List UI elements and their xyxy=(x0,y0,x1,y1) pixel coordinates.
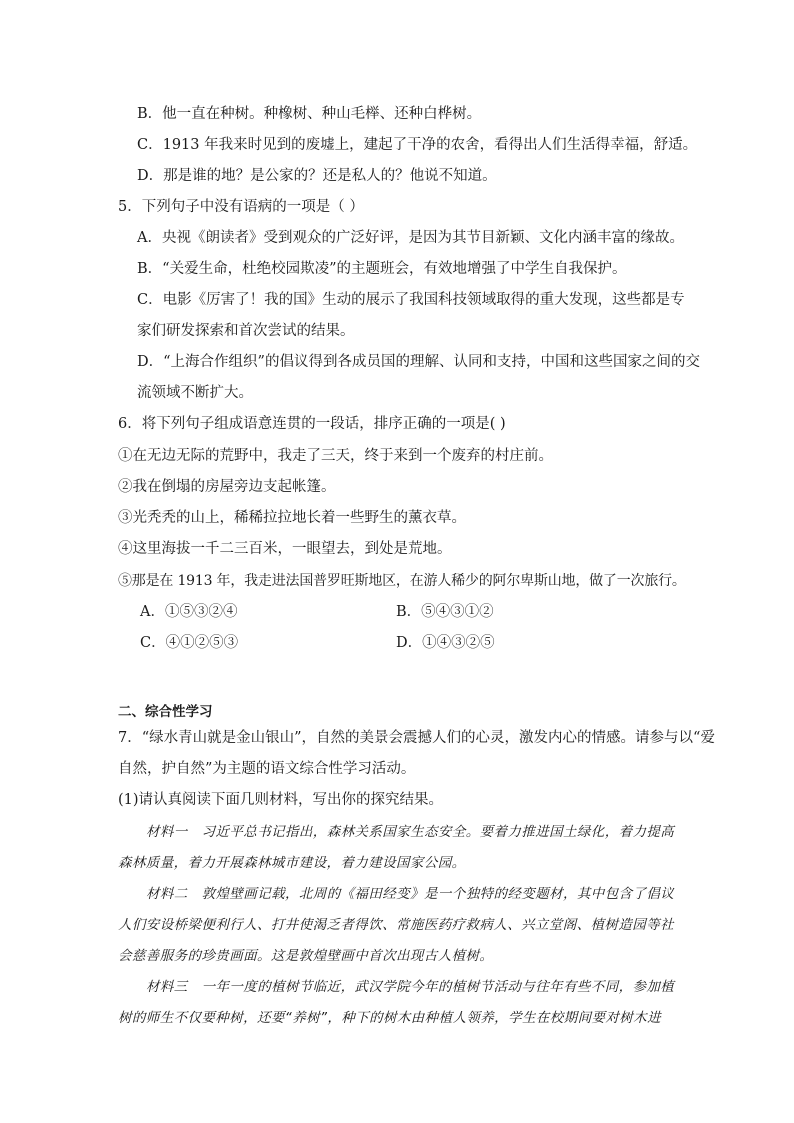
q6-option-b: B．⑤④③①② xyxy=(396,604,494,620)
q4-option-c: C．1913 年我来时见到的废墟上，建起了干净的农舍，看得出人们生活得幸福，舒适。 xyxy=(137,137,698,153)
q6-stem: 6．将下列句子组成语意连贯的一段话，排序正确的一项是( ) xyxy=(118,416,506,432)
q6-sentence-5: ⑤那是在 1913 年，我走进法国普罗旺斯地区，在游人稀少的阿尔卑斯山地，做了一次旅行。 xyxy=(118,573,686,589)
q5-option-c-line1: C．电影《厉害了！我的国》生动的展示了我国科技领域取得的重大发现，这些都是专 xyxy=(137,292,685,308)
q6-sentence-1: ①在无边无际的荒野中，我走了三天，终于来到一个废弃的村庄前。 xyxy=(118,448,553,464)
q4-option-b: B．他一直在种树。种橡树、种山毛榉、还种白桦树。 xyxy=(137,106,482,122)
q5-option-d-line1: D．“上海合作组织”的倡议得到各成员国的理解、认同和支持，中国和这些国家之间的交 xyxy=(137,354,700,370)
q5-option-c-line2: 家们研发探索和首次尝试的结果。 xyxy=(137,323,355,339)
q5-option-b: B．“关爱生命，杜绝校园欺凌”的主题班会，有效地增强了中学生自我保护。 xyxy=(137,261,627,277)
q4-option-d: D．那是谁的地？是公家的？还是私人的？他说不知道。 xyxy=(137,168,497,184)
q6-option-c: C．④①②⑤③ xyxy=(140,635,239,651)
q5-stem: 5．下列句子中没有语病的一项是（ ） xyxy=(118,199,364,215)
q6-sentence-2: ②我在倒塌的房屋旁边支起帐篷。 xyxy=(118,479,336,495)
q6-sentence-4: ④这里海拔一千二三百米，一眼望去，到处是荒地。 xyxy=(118,541,452,557)
q7-stem-line1: 7．“绿水青山就是金山银山”，自然的美景会震撼人们的心灵，激发内心的情感。请参与以“爱 xyxy=(118,730,715,746)
q7-stem-line2: 自然，护自然”为主题的语文综合性学习活动。 xyxy=(118,761,416,777)
material-2: 材料二 敦煌壁画记载，北周的《福田经变》是一个独特的经变题材，其中包含了倡议人们安设桥梁便利行人、打井使渴乏者得饮、常施医药疗救病人、兴立堂阁、植树造园等社会慈善服务的珍贵画面。这是敦煌壁画中首次出现古人植树。 xyxy=(118,886,675,964)
q6-sentence-3: ③光秃秃的山上，稀稀拉拉地长着一些野生的薰衣草。 xyxy=(118,510,466,526)
section-heading: 二、综合性学习 xyxy=(118,704,213,720)
material-1: 材料一 习近平总书记指出，森林关系国家生态安全。要着力推进国土绿化，着力提高森林质量，着力开展森林城市建设，着力建设国家公园。 xyxy=(118,824,675,871)
q6-option-a: A．①⑤③②④ xyxy=(140,604,238,620)
q5-option-d-line2: 流领域不断扩大。 xyxy=(137,385,253,401)
q6-option-d: D．①④③②⑤ xyxy=(396,635,495,651)
q5-option-a: A．央视《朗读者》受到观众的广泛好评，是因为其节目新颖、文化内涵丰富的缘故。 xyxy=(137,230,684,246)
material-3: 材料三 一年一度的植树节临近，武汉学院今年的植树节活动与往年有些不同，参加植树的师生不仅要种树，还要“养树”，种下的树木由种植人领养，学生在校期间要对树木进 xyxy=(118,979,675,1026)
q7-subquestion-1: (1)请认真阅读下面几则材料，写出你的探究结果。 xyxy=(118,792,444,808)
